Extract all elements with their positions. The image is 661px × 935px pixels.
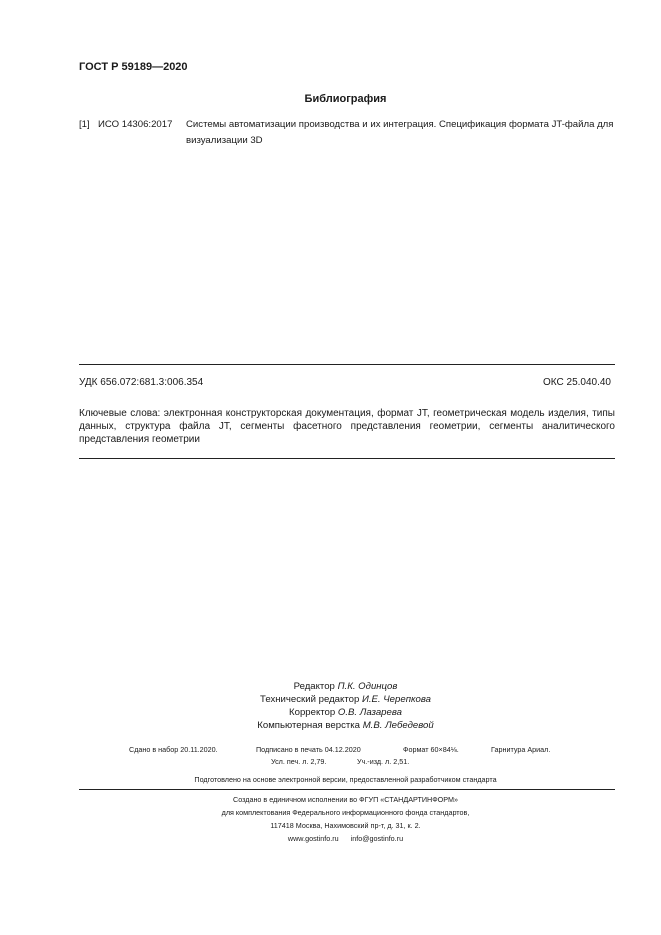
- imprint-print-sheets: Усл. печ. л. 2,79.: [271, 757, 327, 766]
- credits-block: [0, 680, 661, 732]
- divider-bottom: [79, 789, 615, 790]
- publisher-address: 117418 Москва, Нахимовский пр-т, д. 31, к. 2.: [270, 821, 421, 830]
- imprint-pub-sheets: Уч.-изд. л. 2,51.: [357, 757, 410, 766]
- credit-tech-editor: Технический редактор И.Е. Черепкова: [260, 694, 431, 705]
- imprint-prepared: Подготовлено на основе электронной версии, предоставленной разработчиком стандарта: [194, 775, 497, 784]
- divider-keywords: [79, 458, 615, 459]
- divider-top: [79, 364, 615, 365]
- publisher-block: [0, 793, 661, 845]
- entry-title: Системы автоматизации производства и их интеграция. Спецификация формата JT-файла для визуализации 3D: [186, 119, 614, 146]
- bibliography-title: Библиография: [304, 93, 387, 105]
- udc-code: УДК 656.072:681.3:006.354: [79, 377, 204, 388]
- imprint-submitted: Сдано в набор 20.11.2020.: [129, 745, 218, 754]
- credit-editor: Редактор П.К. Одинцов: [293, 681, 398, 692]
- credit-proofreader: Корректор О.В. Лазарева: [289, 707, 402, 718]
- publisher-line1: Создано в единичном исполнении во ФГУП «СТАНДАРТИНФОРМ»: [233, 795, 458, 804]
- publisher-contacts: [0, 832, 661, 845]
- imprint-signed: Подписано в печать 04.12.2020: [256, 745, 361, 754]
- publisher-line2: для комплектования Федерального информационного фонда стандартов,: [221, 808, 470, 817]
- entry-standard: ИСО 14306:2017: [98, 119, 173, 130]
- publisher-website: www.gostinfo.ru: [287, 834, 339, 843]
- keywords: Ключевые слова: электронная конструкторская документация, формат JT, геометрическая модель изделия, типы данных, структура файла JT, сегменты фасетного представления геометрии, сегменты аналитического представления геометрии: [79, 408, 615, 445]
- imprint-format: Формат 60×84⅛.: [403, 745, 459, 754]
- credit-layout: Компьютерная верстка М.В. Лебедевой: [257, 720, 434, 731]
- oks-code: ОКС 25.040.40: [543, 377, 611, 388]
- publisher-email: info@gostinfo.ru: [350, 834, 404, 843]
- entry-number: [1]: [79, 119, 90, 130]
- document-header: ГОСТ Р 59189—2020: [79, 61, 188, 73]
- imprint-font: Гарнитура Ариал.: [491, 745, 551, 754]
